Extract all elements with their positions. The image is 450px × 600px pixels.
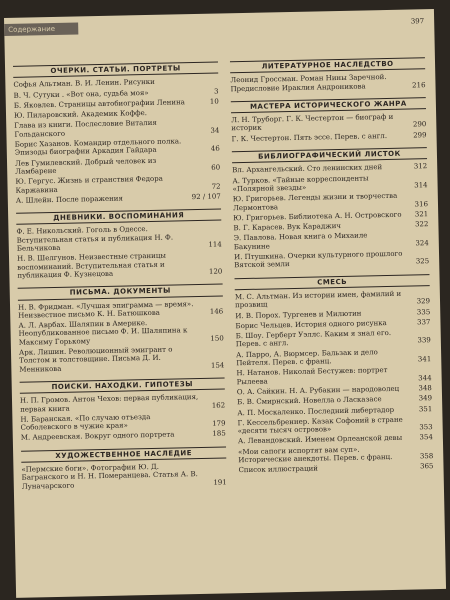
- toc-entry: [234, 249, 429, 270]
- entry-page: 354: [419, 433, 433, 442]
- entry-page: 146: [209, 307, 224, 316]
- entry-text: А. Парро, А. Вюрмсер. Бальзак и дело Пейтеля. Перев. с франц.: [236, 347, 378, 368]
- toc-entry: [15, 174, 220, 195]
- entry-text: М. С. Альтман. Из истории имен, фамилий и прозвищ: [234, 289, 402, 310]
- toc-entry: [16, 192, 221, 205]
- entry-text: Б. В. Смирнский. Новелла о Ласказасе: [237, 395, 382, 407]
- entry-page: 312: [413, 162, 428, 171]
- toc-entry: [237, 415, 432, 436]
- section-heading: ЛИТЕРАТУРНОЕ НАСЛЕДСТВО: [230, 57, 425, 73]
- toc-entry: [18, 299, 223, 320]
- entry-text: «Пермские боги». Фотографии Ю. Д. Багранского и Н. Н. Померанцева. Статья А. В. Луначарского: [21, 462, 198, 491]
- entry-page: 337: [417, 317, 431, 327]
- entry-text: Н. Баранская. «По случаю отъезда Соболевского в чужие края»: [20, 412, 151, 432]
- entry-page: 358: [419, 452, 434, 461]
- entry-text: Леонид Гроссман. Роман Нины Заречной. Предисловие Ираклия Андроникова: [230, 73, 387, 93]
- toc-entry: [15, 155, 220, 176]
- toc-entry: [236, 365, 431, 386]
- section-heading: ПОИСКИ. НАХОДКИ. ГИПОТЕЗЫ: [20, 377, 225, 394]
- entry-page: 339: [417, 336, 431, 345]
- entry-text: А. Шлейн. После поражения: [15, 194, 123, 205]
- entry-text: А. Л. Аврбах. Шаляпин в Америке. Неопубликованное письмо Ф. И. Шаляпина к Максиму Горькому: [18, 319, 188, 347]
- entry-page: 34: [210, 126, 220, 135]
- section-heading: СМЕСЬ: [234, 274, 429, 290]
- toc-entry: [233, 191, 428, 212]
- entry-page: 60: [211, 163, 221, 172]
- entry-text: Борис Хазанов. Командир отдельного полка. Эпизоды биографии Аркадия Гайдара: [14, 137, 182, 158]
- entry-page: 216: [412, 80, 426, 90]
- entry-page: 329: [416, 297, 431, 306]
- toc-entry: [231, 112, 426, 133]
- entry-page: 150: [210, 334, 224, 343]
- entry-page: 349: [418, 394, 433, 403]
- entry-page: 348: [418, 384, 432, 393]
- entry-text: Н. В. Фридман. «Лучшая эпиграмма — время». Неизвестное письмо К. Н. Батюшкова: [17, 299, 194, 320]
- entry-page: 322: [414, 220, 429, 229]
- entry-page: 335: [416, 307, 431, 316]
- entry-text: Глава из книги. Послесловие Виталия Гольданского: [14, 119, 157, 139]
- entry-page: 46: [210, 144, 220, 154]
- right-column: [230, 49, 434, 477]
- toc-entry: [232, 173, 427, 194]
- entry-text: Б. Шоу. Герберт Уэллс. Каким я знал его. Перев. с англ.: [235, 329, 392, 349]
- entry-text: И. Птушкина. Очерки культурного прошлого Вятской земли: [233, 249, 403, 270]
- toc-entry: [236, 328, 431, 349]
- toc-entry: [15, 137, 220, 158]
- entry-text: Н. П. Громов. Антон Чехов: первая публикация, первая книга: [19, 393, 199, 414]
- entry-page: 299: [413, 130, 427, 140]
- toc-entry: [21, 430, 226, 443]
- toc-entry: [19, 344, 224, 373]
- entry-text: М. Андреевская. Вокруг одного портрета: [20, 430, 175, 443]
- entry-text: Б. Яковлев. Страницы автобиографии Ленина: [13, 98, 185, 110]
- entry-text: В. Г. Карасев. Вук Караджич: [233, 222, 342, 233]
- toc-entry: [20, 411, 225, 432]
- toc-entry: [18, 318, 223, 347]
- entry-text: Э. Павлова. Новая книга о Михаиле Бакунине: [233, 231, 368, 251]
- entry-text: Ю. Гергус. Жизнь и странствия Федора Каржавина: [15, 174, 163, 195]
- entry-page: 3: [214, 87, 219, 96]
- entry-page: 154: [210, 361, 225, 370]
- entry-text: Ю. Григорьев. Библиотека А. Н. Островского: [233, 210, 402, 223]
- entry-page: 344: [418, 373, 432, 383]
- entry-text: А. Турков. «Тайные корреспонденты «Полярной звезды»: [232, 174, 369, 194]
- entry-text: Арк. Лишин. Революционный эмигрант о Толстом и толстовщине. Письма Д. И. Менникова: [18, 345, 173, 374]
- entry-text: Лев Гумилевский. Добрый человек из Ламбарене: [14, 156, 157, 176]
- entry-text: Г. Кессельбреннер. Казак Софоний в стране «десяти тысяч островов»: [237, 415, 403, 436]
- toc-entry: [20, 393, 225, 414]
- toc-entry: [14, 118, 219, 139]
- entry-page: 341: [417, 355, 432, 364]
- section-heading: ОЧЕРКИ. СТАТЬИ. ПОРТРЕТЫ: [13, 62, 218, 79]
- entry-page: 314: [414, 181, 428, 190]
- entry-text: А. Левандовский. Именем Орлеанской девы: [237, 434, 403, 446]
- entry-text: Ф. Е. Никольский. Гоголь в Одессе. Вступительная статья и публикация Н. Ф. Бельчикова: [16, 225, 174, 253]
- toc-entry: [16, 224, 221, 253]
- entry-page: 72: [211, 182, 221, 191]
- entry-text: Список иллюстраций: [238, 464, 318, 475]
- section-heading: ДНЕВНИКИ. ВОСПОМИНАНИЯ: [16, 209, 221, 226]
- book-page: [4, 9, 446, 598]
- entry-text: Ю. Пиларовский. Академик Коффе.: [13, 109, 147, 120]
- toc-entry: [230, 72, 425, 93]
- left-column: [13, 54, 227, 493]
- entry-page: 114: [208, 240, 222, 249]
- page-number: 397: [410, 17, 425, 26]
- entry-text: Н. Натанов. Николай Бестужев: портрет Рылеева: [236, 366, 388, 386]
- entry-page: 179: [212, 419, 226, 428]
- entry-text: И. В. Порох. Тургенев и Милютин: [235, 309, 362, 320]
- entry-text: «Мои сапоги испортят вам суп». Исторические анекдоты. Перев. с франц.: [238, 445, 393, 465]
- entry-page: 321: [414, 210, 429, 219]
- header-tab: Содержание: [4, 22, 78, 36]
- entry-page: 325: [415, 257, 430, 266]
- entry-text: Г. К. Честертон. Пять эссе. Перев. с англ.: [231, 131, 388, 144]
- toc-entry: [232, 131, 427, 143]
- entry-page: 162: [211, 400, 226, 410]
- entry-text: Ю. Григорьев. Легенды жизни и творчества Лермонтова: [232, 192, 398, 212]
- entry-page: 92 / 107: [191, 192, 221, 201]
- entry-page: 191: [213, 478, 227, 487]
- toc-entry: [238, 444, 433, 465]
- toc-entry: [238, 462, 433, 474]
- toc-entry: [235, 289, 430, 310]
- toc-entry: [234, 231, 429, 252]
- entry-text: О. А. Сайкин. Н. А. Рубакин — народоволец: [236, 384, 400, 397]
- entry-page: 120: [208, 267, 223, 276]
- entry-page: 353: [419, 423, 433, 432]
- entry-text: В. Ч. Сутуки . «Вот она, судьба моя»: [13, 88, 149, 100]
- toc-entry: [21, 461, 226, 490]
- entry-text: Борис Чельцев. История одного рисунка: [235, 318, 387, 331]
- section-heading: ПИСЬМА. ДОКУМЕНТЫ: [18, 284, 223, 301]
- entry-text: Софья Альтман. В. И. Ленин. Рисунки: [13, 78, 155, 90]
- section-heading: БИБЛИОГРАФИЧЕСКИЙ ЛИСТОК: [232, 147, 427, 163]
- toc-entry: [236, 347, 431, 368]
- entry-page: 290: [412, 120, 427, 129]
- entry-page: 351: [418, 404, 433, 413]
- section-heading: ХУДОЖЕСТВЕННОЕ НАСЛЕДИЕ: [21, 446, 226, 463]
- entry-page: 316: [414, 199, 429, 209]
- entry-text: А. П. Москаленко. Последний либертадор: [237, 405, 395, 417]
- entry-page: 185: [212, 429, 226, 439]
- toc-entry: [17, 251, 222, 280]
- entry-page: 10: [209, 97, 219, 106]
- entry-page: 324: [415, 238, 429, 248]
- entry-page: 365: [420, 462, 434, 471]
- entry-text: Н. В. Шелгунов. Неизвестные страницы воспоминаний. Вступительная статья и публикация Ф. Кузнецова: [16, 252, 166, 280]
- section-heading: МАСТЕРА ИСТОРИЧЕСКОГО ЖАНРА: [231, 97, 426, 113]
- entry-text: Л. Н. Трубoрг. Г. К. Честертон — биограф и историк: [231, 113, 394, 133]
- entry-text: Вл. Архангельский. Сто ленинских дней: [232, 163, 383, 175]
